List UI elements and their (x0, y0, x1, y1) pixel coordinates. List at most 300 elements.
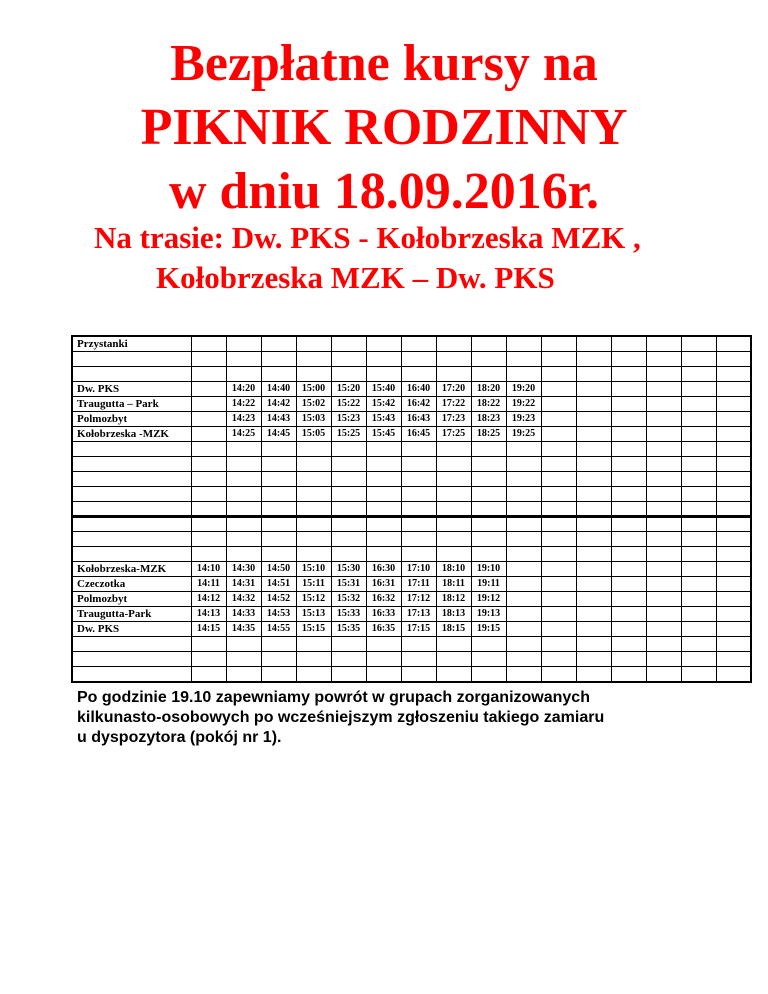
empty-cell (226, 637, 261, 652)
empty-cell (296, 352, 331, 367)
time-cell: 15:20 (331, 382, 366, 397)
title-line-2: PIKNIK RODZINNY (140, 99, 628, 156)
empty-cell (436, 352, 471, 367)
time-cell: 14:42 (261, 397, 296, 412)
table-row (72, 607, 751, 622)
time-cell: 14:45 (261, 427, 296, 442)
empty-cell (506, 367, 541, 382)
empty-cell (261, 517, 296, 532)
empty-cell (191, 472, 226, 487)
table-row (72, 592, 751, 607)
empty-cell (226, 442, 261, 457)
empty-cell (366, 637, 401, 652)
time-cell: 15:42 (366, 397, 401, 412)
empty-cell (331, 442, 366, 457)
empty-cell (576, 472, 611, 487)
empty-cell (72, 667, 191, 682)
empty-cell (716, 667, 751, 682)
empty-cell (576, 336, 611, 352)
empty-cell (506, 532, 541, 547)
empty-cell (646, 532, 681, 547)
empty-cell (611, 532, 646, 547)
empty-cell (331, 547, 366, 562)
empty-cell (72, 352, 191, 367)
empty-cell (611, 382, 646, 397)
empty-cell (191, 532, 226, 547)
time-cell: 15:15 (296, 622, 331, 637)
empty-cell (646, 667, 681, 682)
empty-cell (366, 472, 401, 487)
empty-cell (191, 352, 226, 367)
time-cell: 14:35 (226, 622, 261, 637)
empty-cell (681, 577, 716, 592)
empty-cell (296, 457, 331, 472)
empty-cell (72, 652, 191, 667)
empty-row (72, 637, 751, 652)
time-cell: 16:31 (366, 577, 401, 592)
empty-cell (576, 427, 611, 442)
empty-cell (611, 622, 646, 637)
empty-cell (646, 652, 681, 667)
empty-cell (611, 472, 646, 487)
empty-row (72, 547, 751, 562)
empty-cell (611, 336, 646, 352)
empty-cell (506, 442, 541, 457)
empty-cell (576, 607, 611, 622)
empty-cell (261, 336, 296, 352)
empty-cell (716, 427, 751, 442)
table-row (72, 382, 751, 397)
empty-cell (576, 502, 611, 517)
empty-cell (191, 652, 226, 667)
table-row (72, 577, 751, 592)
time-cell: 15:40 (366, 382, 401, 397)
empty-cell (646, 457, 681, 472)
poster-title (0, 32, 768, 224)
time-cell: 17:10 (401, 562, 436, 577)
empty-cell (506, 457, 541, 472)
empty-cell (401, 667, 436, 682)
time-cell: 15:23 (331, 412, 366, 427)
empty-cell (506, 652, 541, 667)
empty-cell (72, 532, 191, 547)
route-line-1: Na trasie: Dw. PKS - Kołobrzeska MZK , (94, 220, 641, 255)
empty-cell (436, 336, 471, 352)
empty-cell (681, 442, 716, 457)
empty-cell (681, 667, 716, 682)
empty-cell (576, 562, 611, 577)
time-cell: 19:10 (471, 562, 506, 577)
empty-cell (716, 352, 751, 367)
empty-cell (296, 517, 331, 532)
time-cell: 17:25 (436, 427, 471, 442)
empty-cell (261, 502, 296, 517)
empty-cell (436, 367, 471, 382)
empty-cell (646, 637, 681, 652)
empty-cell (366, 442, 401, 457)
empty-cell (716, 397, 751, 412)
empty-cell (611, 517, 646, 532)
empty-cell (72, 457, 191, 472)
empty-cell (401, 637, 436, 652)
time-cell: 15:12 (296, 592, 331, 607)
empty-cell (681, 427, 716, 442)
empty-cell (471, 667, 506, 682)
empty-cell (541, 382, 576, 397)
empty-cell (506, 487, 541, 502)
empty-cell (681, 622, 716, 637)
empty-cell (611, 547, 646, 562)
empty-cell (646, 442, 681, 457)
empty-cell (191, 637, 226, 652)
empty-cell (716, 547, 751, 562)
empty-cell (646, 412, 681, 427)
empty-row (72, 532, 751, 547)
empty-cell (541, 667, 576, 682)
time-cell: 14:31 (226, 577, 261, 592)
time-cell: 15:00 (296, 382, 331, 397)
empty-cell (296, 637, 331, 652)
empty-cell (506, 352, 541, 367)
time-cell: 15:31 (331, 577, 366, 592)
time-cell: 19:23 (506, 412, 541, 427)
empty-cell (541, 352, 576, 367)
empty-row (72, 457, 751, 472)
empty-cell (506, 622, 541, 637)
empty-cell (716, 442, 751, 457)
empty-cell (401, 502, 436, 517)
empty-cell (541, 637, 576, 652)
empty-cell (611, 667, 646, 682)
time-cell: 16:45 (401, 427, 436, 442)
empty-cell (576, 517, 611, 532)
time-cell: 19:22 (506, 397, 541, 412)
empty-cell (716, 637, 751, 652)
empty-cell (576, 412, 611, 427)
time-cell (191, 382, 226, 397)
empty-cell (331, 652, 366, 667)
empty-cell (366, 457, 401, 472)
time-cell: 16:30 (366, 562, 401, 577)
empty-cell (436, 487, 471, 502)
time-cell: 19:25 (506, 427, 541, 442)
empty-cell (646, 472, 681, 487)
empty-cell (576, 397, 611, 412)
empty-cell (576, 652, 611, 667)
time-cell: 17:11 (401, 577, 436, 592)
empty-cell (331, 352, 366, 367)
empty-cell (576, 547, 611, 562)
empty-cell (506, 547, 541, 562)
empty-cell (611, 397, 646, 412)
empty-cell (436, 652, 471, 667)
empty-cell (226, 487, 261, 502)
empty-row (72, 472, 751, 487)
empty-cell (611, 442, 646, 457)
empty-cell (506, 667, 541, 682)
empty-cell (331, 367, 366, 382)
empty-cell (366, 352, 401, 367)
empty-cell (646, 336, 681, 352)
empty-cell (611, 652, 646, 667)
empty-cell (331, 502, 366, 517)
time-cell: 16:35 (366, 622, 401, 637)
empty-cell (261, 652, 296, 667)
empty-cell (681, 336, 716, 352)
empty-cell (611, 487, 646, 502)
time-cell: 14:11 (191, 577, 226, 592)
timetable (71, 335, 752, 683)
empty-cell (471, 637, 506, 652)
time-cell: 15:30 (331, 562, 366, 577)
time-cell: 15:10 (296, 562, 331, 577)
time-cell: 14:23 (226, 412, 261, 427)
empty-cell (541, 487, 576, 502)
empty-cell (506, 607, 541, 622)
empty-cell (716, 562, 751, 577)
empty-cell (506, 502, 541, 517)
empty-cell (471, 352, 506, 367)
empty-cell (72, 547, 191, 562)
empty-cell (366, 487, 401, 502)
empty-cell (576, 667, 611, 682)
empty-cell (681, 382, 716, 397)
empty-cell (541, 622, 576, 637)
empty-cell (226, 502, 261, 517)
empty-cell (716, 412, 751, 427)
empty-cell (436, 502, 471, 517)
empty-cell (401, 336, 436, 352)
empty-cell (471, 336, 506, 352)
empty-cell (716, 367, 751, 382)
time-cell: 16:42 (401, 397, 436, 412)
empty-cell (226, 652, 261, 667)
empty-cell (191, 457, 226, 472)
route-line-2: Kołobrzeska MZK – Dw. PKS (156, 260, 555, 295)
empty-cell (506, 592, 541, 607)
empty-cell (646, 517, 681, 532)
empty-cell (681, 607, 716, 622)
header-row (72, 336, 751, 352)
empty-cell (72, 502, 191, 517)
empty-cell (576, 592, 611, 607)
empty-cell (471, 457, 506, 472)
time-cell: 14:50 (261, 562, 296, 577)
time-cell (191, 427, 226, 442)
empty-cell (191, 336, 226, 352)
empty-cell (471, 367, 506, 382)
empty-cell (541, 427, 576, 442)
empty-cell (471, 532, 506, 547)
footer-line-1: Po godzinie 19.10 zapewniamy powrót w grupach zorganizowanych (77, 689, 590, 706)
table-row (72, 427, 751, 442)
empty-cell (296, 652, 331, 667)
empty-cell (261, 637, 296, 652)
empty-row (72, 442, 751, 457)
empty-cell (646, 547, 681, 562)
empty-cell (401, 367, 436, 382)
empty-cell (296, 547, 331, 562)
empty-cell (471, 487, 506, 502)
time-cell: 17:12 (401, 592, 436, 607)
empty-cell (506, 517, 541, 532)
empty-cell (366, 547, 401, 562)
time-cell: 14:20 (226, 382, 261, 397)
empty-cell (226, 352, 261, 367)
stop-name: Dw. PKS (72, 382, 191, 397)
empty-cell (471, 547, 506, 562)
empty-cell (681, 517, 716, 532)
time-cell: 17:15 (401, 622, 436, 637)
empty-cell (72, 637, 191, 652)
time-cell: 16:33 (366, 607, 401, 622)
stop-name: Kołobrzeska -MZK (72, 427, 191, 442)
time-cell: 17:20 (436, 382, 471, 397)
table-row (72, 412, 751, 427)
time-cell: 18:13 (436, 607, 471, 622)
empty-cell (681, 397, 716, 412)
empty-cell (401, 652, 436, 667)
time-cell: 14:12 (191, 592, 226, 607)
empty-cell (401, 547, 436, 562)
time-cell: 19:13 (471, 607, 506, 622)
empty-cell (541, 412, 576, 427)
empty-cell (471, 517, 506, 532)
empty-cell (681, 502, 716, 517)
empty-cell (576, 622, 611, 637)
empty-cell (681, 457, 716, 472)
empty-cell (471, 472, 506, 487)
empty-cell (541, 457, 576, 472)
empty-cell (296, 502, 331, 517)
empty-cell (716, 652, 751, 667)
empty-cell (681, 592, 716, 607)
empty-cell (716, 607, 751, 622)
empty-cell (506, 472, 541, 487)
time-cell: 15:03 (296, 412, 331, 427)
empty-cell (401, 442, 436, 457)
empty-cell (646, 397, 681, 412)
empty-cell (576, 532, 611, 547)
empty-cell (611, 577, 646, 592)
empty-cell (506, 637, 541, 652)
empty-cell (191, 442, 226, 457)
empty-cell (716, 502, 751, 517)
empty-cell (646, 502, 681, 517)
empty-cell (541, 592, 576, 607)
empty-cell (436, 532, 471, 547)
empty-cell (611, 367, 646, 382)
empty-cell (611, 607, 646, 622)
time-cell: 18:10 (436, 562, 471, 577)
empty-cell (681, 652, 716, 667)
empty-cell (331, 336, 366, 352)
empty-cell (296, 667, 331, 682)
empty-cell (226, 336, 261, 352)
table-row (72, 562, 751, 577)
time-cell: 15:11 (296, 577, 331, 592)
empty-cell (226, 532, 261, 547)
time-cell: 18:12 (436, 592, 471, 607)
empty-cell (191, 667, 226, 682)
empty-cell (72, 472, 191, 487)
time-cell: 15:43 (366, 412, 401, 427)
empty-cell (716, 457, 751, 472)
time-cell (191, 412, 226, 427)
time-cell: 16:40 (401, 382, 436, 397)
empty-row (72, 502, 751, 517)
empty-cell (366, 336, 401, 352)
empty-cell (681, 412, 716, 427)
empty-cell (681, 472, 716, 487)
empty-cell (366, 367, 401, 382)
stop-name: Traugutta-Park (72, 607, 191, 622)
empty-cell (471, 652, 506, 667)
empty-cell (541, 562, 576, 577)
empty-cell (716, 382, 751, 397)
empty-cell (716, 532, 751, 547)
empty-cell (646, 367, 681, 382)
time-cell: 19:15 (471, 622, 506, 637)
empty-cell (611, 412, 646, 427)
empty-cell (72, 367, 191, 382)
empty-cell (331, 487, 366, 502)
table-row (72, 622, 751, 637)
time-cell: 15:13 (296, 607, 331, 622)
time-cell: 15:02 (296, 397, 331, 412)
empty-cell (261, 547, 296, 562)
empty-cell (436, 547, 471, 562)
time-cell: 14:33 (226, 607, 261, 622)
empty-cell (261, 532, 296, 547)
time-cell: 14:10 (191, 562, 226, 577)
empty-cell (436, 637, 471, 652)
empty-cell (296, 442, 331, 457)
empty-cell (681, 352, 716, 367)
empty-cell (576, 457, 611, 472)
empty-cell (471, 442, 506, 457)
empty-cell (261, 442, 296, 457)
empty-cell (576, 637, 611, 652)
time-cell: 14:30 (226, 562, 261, 577)
empty-cell (611, 562, 646, 577)
empty-cell (576, 487, 611, 502)
time-cell: 17:13 (401, 607, 436, 622)
empty-cell (611, 457, 646, 472)
empty-cell (296, 487, 331, 502)
empty-cell (681, 367, 716, 382)
time-cell: 15:05 (296, 427, 331, 442)
time-cell (191, 397, 226, 412)
time-cell: 14:13 (191, 607, 226, 622)
empty-cell (611, 637, 646, 652)
empty-cell (366, 517, 401, 532)
time-cell: 18:22 (471, 397, 506, 412)
empty-cell (191, 547, 226, 562)
empty-cell (611, 592, 646, 607)
empty-cell (226, 547, 261, 562)
empty-cell (716, 336, 751, 352)
empty-cell (506, 577, 541, 592)
empty-cell (261, 667, 296, 682)
empty-cell (611, 352, 646, 367)
footer-line-2: kilkunasto-osobowych po wcześniejszym zgłoszeniu takiego zamiaru (77, 709, 605, 726)
empty-cell (296, 472, 331, 487)
empty-cell (296, 336, 331, 352)
time-cell: 17:23 (436, 412, 471, 427)
empty-cell (72, 442, 191, 457)
empty-cell (646, 487, 681, 502)
